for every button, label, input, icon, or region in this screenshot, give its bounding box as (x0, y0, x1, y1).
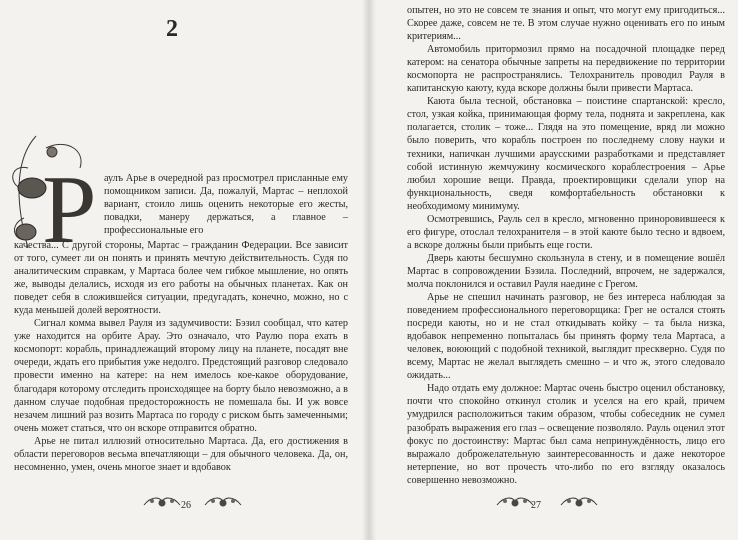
paragraph: Дверь каюты бесшумно скользнула в стену, и в помещение вошёл Мартас в сопровождении Бэзила. Последний, впрочем, не задержался, молча поклонился и оставил Рауля наедине с Грегом. (407, 252, 725, 290)
paragraph: Надо отдать ему должное: Мартас очень быстро оценил обстановку, почти что спокойно откинул столик и уселся на его край, причем умудрился расположиться таким образом, чтобы собеседник не сумел разобрать выражения его глаз – освещение позволяло. Рауль оценил этот фокус по достоинству: Мартас был сама непринуждённость, лицо его выражало доброжелательную заинтересованность и даже некоторое нетерпение, но вот прочесть что-либо по его взгляду оказалось совершенно невозможно. (407, 383, 725, 486)
first-paragraph-text: аулъ Арье в очередной раз просмотрел присланные ему помощником записи. Да, пожалуй, Мартас – неплохой вариант, стоило лишь оценить некоторые его жесты, повадки, манеру держаться, а главное – профессиональные его (104, 173, 348, 237)
book-gutter (362, 0, 376, 540)
right-page (369, 0, 738, 540)
paragraph: Каюта была тесной, обстановка – поистине спартанской: кресло, стол, узкая койка, принимающая форму тела, поднята и закреплена, как полагается, столик – тоже... Глядя на это помещение, вряд ли можно было поверить, что корабль построен по последнему слову науки и техники, напичкан лучшими араусскими разработками и представляет собой истинную жемчужину космического кораблестроения – Арье любил хорошие вещи. Правда, проектировщики сделали упор на функциональность, сведя комфортабельность обстановки к необходимому минимуму. (407, 96, 725, 212)
page-number: 26 (181, 500, 191, 511)
flower-ornament-icon (495, 493, 535, 511)
paragraph: опытен, но это не совсем те знания и опыт, что могут ему пригодиться... Скорее даже, совсем не те. В этом случае нужно оценивать его по иным критериям... (407, 5, 725, 43)
chapter-number: 2 (166, 16, 179, 42)
flower-ornament-icon (203, 493, 243, 511)
flower-ornament-icon (559, 493, 599, 511)
paragraph: Сигнал комма вывел Рауля из задумчивости: Бэзил сообщал, что катер уже находится на орбите Арау. Это означало, что Раулю пора ехать в космопорт: корабль, принадлежащий второму лицу на планете, посадят вне очереди, ждать его прибытия уже недолго. Предстоящий разговор следовало провести именно на катере: на нем имелось кое-какое оборудование, благодаря которому отследить происходящее на борту было невозможно, а в данном случае подобная предосторожность не помешала бы. И уж вовсе незачем лишний раз возить Мартаса по городу с риском быть замеченными; очень может статься, что он вскоре отправится обратно. (14, 318, 348, 434)
dropcap-letter: Р (42, 156, 97, 264)
paragraph: Арье не питал иллюзий относительно Мартаса. Да, его достижения в области переговоров весьма впечатляющи – для обычного человека. Да, он, несомненно, умен, очень многое знает и вдобавок (14, 435, 348, 473)
first-paragraph (104, 172, 348, 237)
flower-ornament-icon (142, 493, 182, 511)
paragraph: качества... С другой стороны, Мартас – гражданин Федерации. Все зависит от того, сумеет ли он понять и принять мечтую действительность. Судя по аналитическим справкам, у Мартаса более чем гибкое мышление, но опять же, выводы делались, исходя из его работы на обычных планетах. Как он поведет себя в сложившейся ситуации, предугадать, конечно, можно, но с куда меньшей долей вероятности. (14, 240, 348, 317)
paragraph: Автомобиль притормозил прямо на посадочной площадке перед катером: на сенатора обычные запреты на передвижение по территории космопорта не распространялись. Телохранитель проводил Рауля в капитанскую каюту, куда вскоре должны были привести Мартаса. (407, 44, 725, 95)
left-body-text (14, 239, 348, 474)
page-number: 27 (531, 500, 541, 511)
right-body-text (407, 4, 725, 487)
paragraph: Арье не спешил начинать разговор, не без интереса наблюдая за поведением профессионального переговорщика: Грег не остался стоять посреди каюты, но и не стал откидывать койку – та была низка, вдобавок непременно попыталась бы принять форму тела Мартаса, а человек, воюющий с подобной техникой, выглядит прескверно. Судя по всему, Мартас не желал выглядеть смешно – и что ж, этого следовало ожидать... (407, 292, 725, 382)
paragraph: Осмотревшись, Рауль сел в кресло, мгновенно приноровившееся к его фигуре, отослал телохранителя – в этой каюте было тесно и вдвоем, а вскоре должны были прибыть еще гости. (407, 213, 725, 251)
